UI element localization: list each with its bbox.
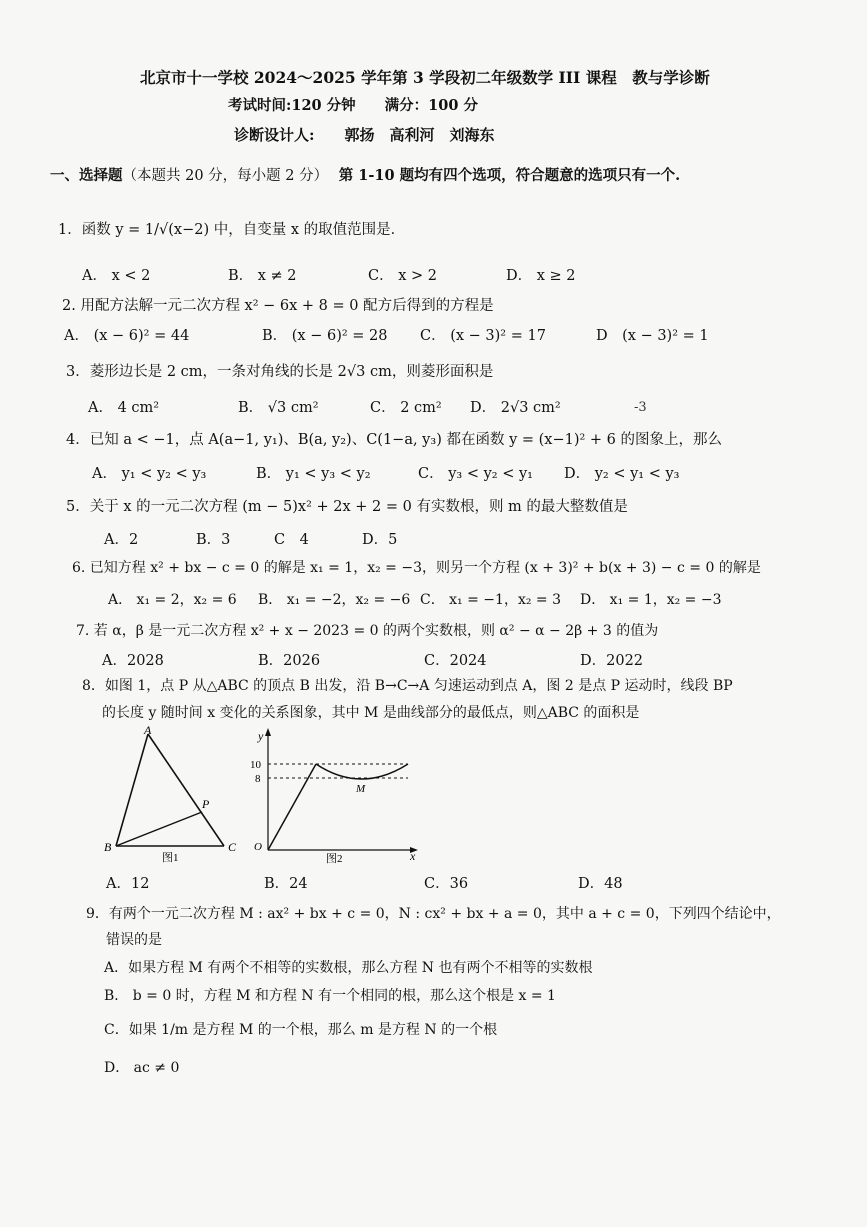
question-1-option-a: A． x < 2 xyxy=(82,268,151,284)
question-5-option-a: A．2 xyxy=(104,532,139,548)
question-4-option-d: D． y₂ < y₁ < y₃ xyxy=(564,466,680,482)
handwritten-note: -3 xyxy=(634,400,647,415)
question-5-option-d: D．5 xyxy=(362,532,398,548)
question-9-option-d: D． ac ≠ 0 xyxy=(104,1060,180,1076)
question-8-option-c: C．36 xyxy=(424,876,469,892)
question-9-stem-line-1: 9．有两个一元二次方程 M : ax² + bx + c = 0，N : cx² + bx + a = 0，其中 a + c = 0，下列四个结论中， xyxy=(86,906,781,922)
question-9-stem-line-2: 错误的是 xyxy=(106,932,162,948)
point-p-label: P xyxy=(202,797,210,811)
question-2-stem: 2. 用配方法解一元二次方程 x² − 6x + 8 = 0 配方后得到的方程是 xyxy=(62,298,494,314)
question-5-option-b: B．3 xyxy=(196,532,231,548)
figure-1-caption: 图1 xyxy=(162,852,179,864)
question-8-option-a: A．12 xyxy=(106,876,150,892)
question-7-option-c: C．2024 xyxy=(424,653,487,669)
origin-label: O xyxy=(254,841,262,853)
question-8-stem-line-2: 的长度 y 随时间 x 变化的关系图象，其中 M 是曲线部分的最低点，则△ABC 的面积是 xyxy=(102,705,640,721)
tick-10-label: 10 xyxy=(250,759,261,771)
question-8-option-d: D．48 xyxy=(578,876,623,892)
tick-8-label: 8 xyxy=(255,773,261,785)
min-point-label: M xyxy=(356,783,366,795)
figure-1-triangle xyxy=(100,724,250,864)
question-4-option-a: A． y₁ < y₂ < y₃ xyxy=(92,466,207,482)
vertex-a-label: A xyxy=(144,724,152,737)
triangle-side-ab xyxy=(116,734,148,846)
question-6-option-c: C． x₁ = −1，x₂ = 3 xyxy=(420,592,561,608)
section-heading-title: 一、选择题 xyxy=(50,167,123,184)
question-3-option-a: A． 4 cm² xyxy=(88,400,160,416)
question-7-stem: 7. 若 α，β 是一元二次方程 x² + x − 2023 = 0 的两个实数根，则 α² − α − 2β + 3 的值为 xyxy=(76,623,659,639)
question-1-option-d: D． x ≥ 2 xyxy=(506,268,576,284)
question-6-option-a: A． x₁ = 2，x₂ = 6 xyxy=(108,592,237,608)
question-8-stem-line-1: 8．如图 1，点 P 从△ABC 的顶点 B 出发，沿 B→C→A 匀速运动到点 A，图 2 是点 P 运动时，线段 BP xyxy=(82,678,733,694)
question-8-option-b: B．24 xyxy=(264,876,308,892)
exam-designers: 诊断设计人: 郭扬 高利河 刘海东 xyxy=(234,126,495,144)
question-5-stem: 5．关于 x 的一元二次方程 (m − 5)x² + 2x + 2 = 0 有实数根，则 m 的最大整数值是 xyxy=(66,499,628,515)
question-2-option-b: B． (x − 6)² = 28 xyxy=(262,328,388,344)
question-3-option-c: C． 2 cm² xyxy=(370,400,442,416)
question-1-option-c: C． x > 2 xyxy=(368,268,437,284)
section-heading-note: （本题共 20 分，每小题 2 分） xyxy=(122,168,329,184)
question-1-option-b: B． x ≠ 2 xyxy=(228,268,297,284)
question-5-option-c: C 4 xyxy=(274,532,309,548)
section-heading xyxy=(50,166,680,186)
question-6-stem: 6. 已知方程 x² + bx − c = 0 的解是 x₁ = 1，x₂ = −3，则另一个方程 (x + 3)² + b(x + 3) − c = 0 的解是 xyxy=(72,560,761,576)
question-4-option-b: B． y₁ < y₃ < y₂ xyxy=(256,466,371,482)
question-7-option-b: B．2026 xyxy=(258,653,321,669)
question-9-option-c: C．如果 1/m 是方程 M 的一个根，那么 m 是方程 N 的一个根 xyxy=(104,1022,498,1038)
question-3-option-b: B． √3 cm² xyxy=(238,400,319,416)
question-4-option-c: C． y₃ < y₂ < y₁ xyxy=(418,466,533,482)
question-2-option-c: C． (x − 3)² = 17 xyxy=(420,328,546,344)
question-6-option-d: D． x₁ = 1，x₂ = −3 xyxy=(580,592,722,608)
question-7-option-a: A．2028 xyxy=(102,653,164,669)
figure-2-caption: 图2 xyxy=(326,853,343,864)
question-7-option-d: D．2022 xyxy=(580,653,644,669)
y-axis-label: y xyxy=(258,729,264,743)
question-3-option-d: D． 2√3 cm² xyxy=(470,400,561,416)
question-9-option-b: B． b = 0 时，方程 M 和方程 N 有一个相同的根，那么这个根是 x = 1 xyxy=(104,988,556,1004)
graph-line-segment xyxy=(268,764,316,850)
question-2-option-a: A． (x − 6)² = 44 xyxy=(64,328,190,344)
segment-bp xyxy=(116,812,202,846)
question-1-stem: 1．函数 y = 1/√(x−2) 中，自变量 x 的取值范围是． xyxy=(58,222,406,238)
exam-title: 北京市十一学校 2024～2025 学年第 3 学段初二年级数学 III 课程 教与学诊断 xyxy=(140,68,710,87)
vertex-c-label: C xyxy=(228,840,237,854)
question-9-option-a: A．如果方程 M 有两个不相等的实数根，那么方程 N 也有两个不相等的实数根 xyxy=(104,960,593,976)
question-2-option-d: D (x − 3)² = 1 xyxy=(596,328,709,344)
section-heading-rule: 第 1-10 题均有四个选项，符合题意的选项只有一个. xyxy=(338,167,681,184)
y-axis-arrow xyxy=(265,728,271,736)
question-3-stem: 3．菱形边长是 2 cm，一条对角线的长是 2√3 cm，则菱形面积是 xyxy=(66,364,494,380)
x-axis-label: x xyxy=(410,849,416,863)
exam-time-score: 考试时间:120 分钟 满分：100 分 xyxy=(228,97,478,114)
figure-2-graph xyxy=(246,726,426,864)
graph-curve xyxy=(316,764,408,779)
question-6-option-b: B． x₁ = −2，x₂ = −6 xyxy=(258,592,411,608)
vertex-b-label: B xyxy=(104,840,112,854)
question-4-stem: 4．已知 a < −1，点 A(a−1, y₁)、B(a, y₂)、C(1−a, y₃) 都在函数 y = (x−1)² + 6 的图象上，那么 xyxy=(66,432,723,448)
